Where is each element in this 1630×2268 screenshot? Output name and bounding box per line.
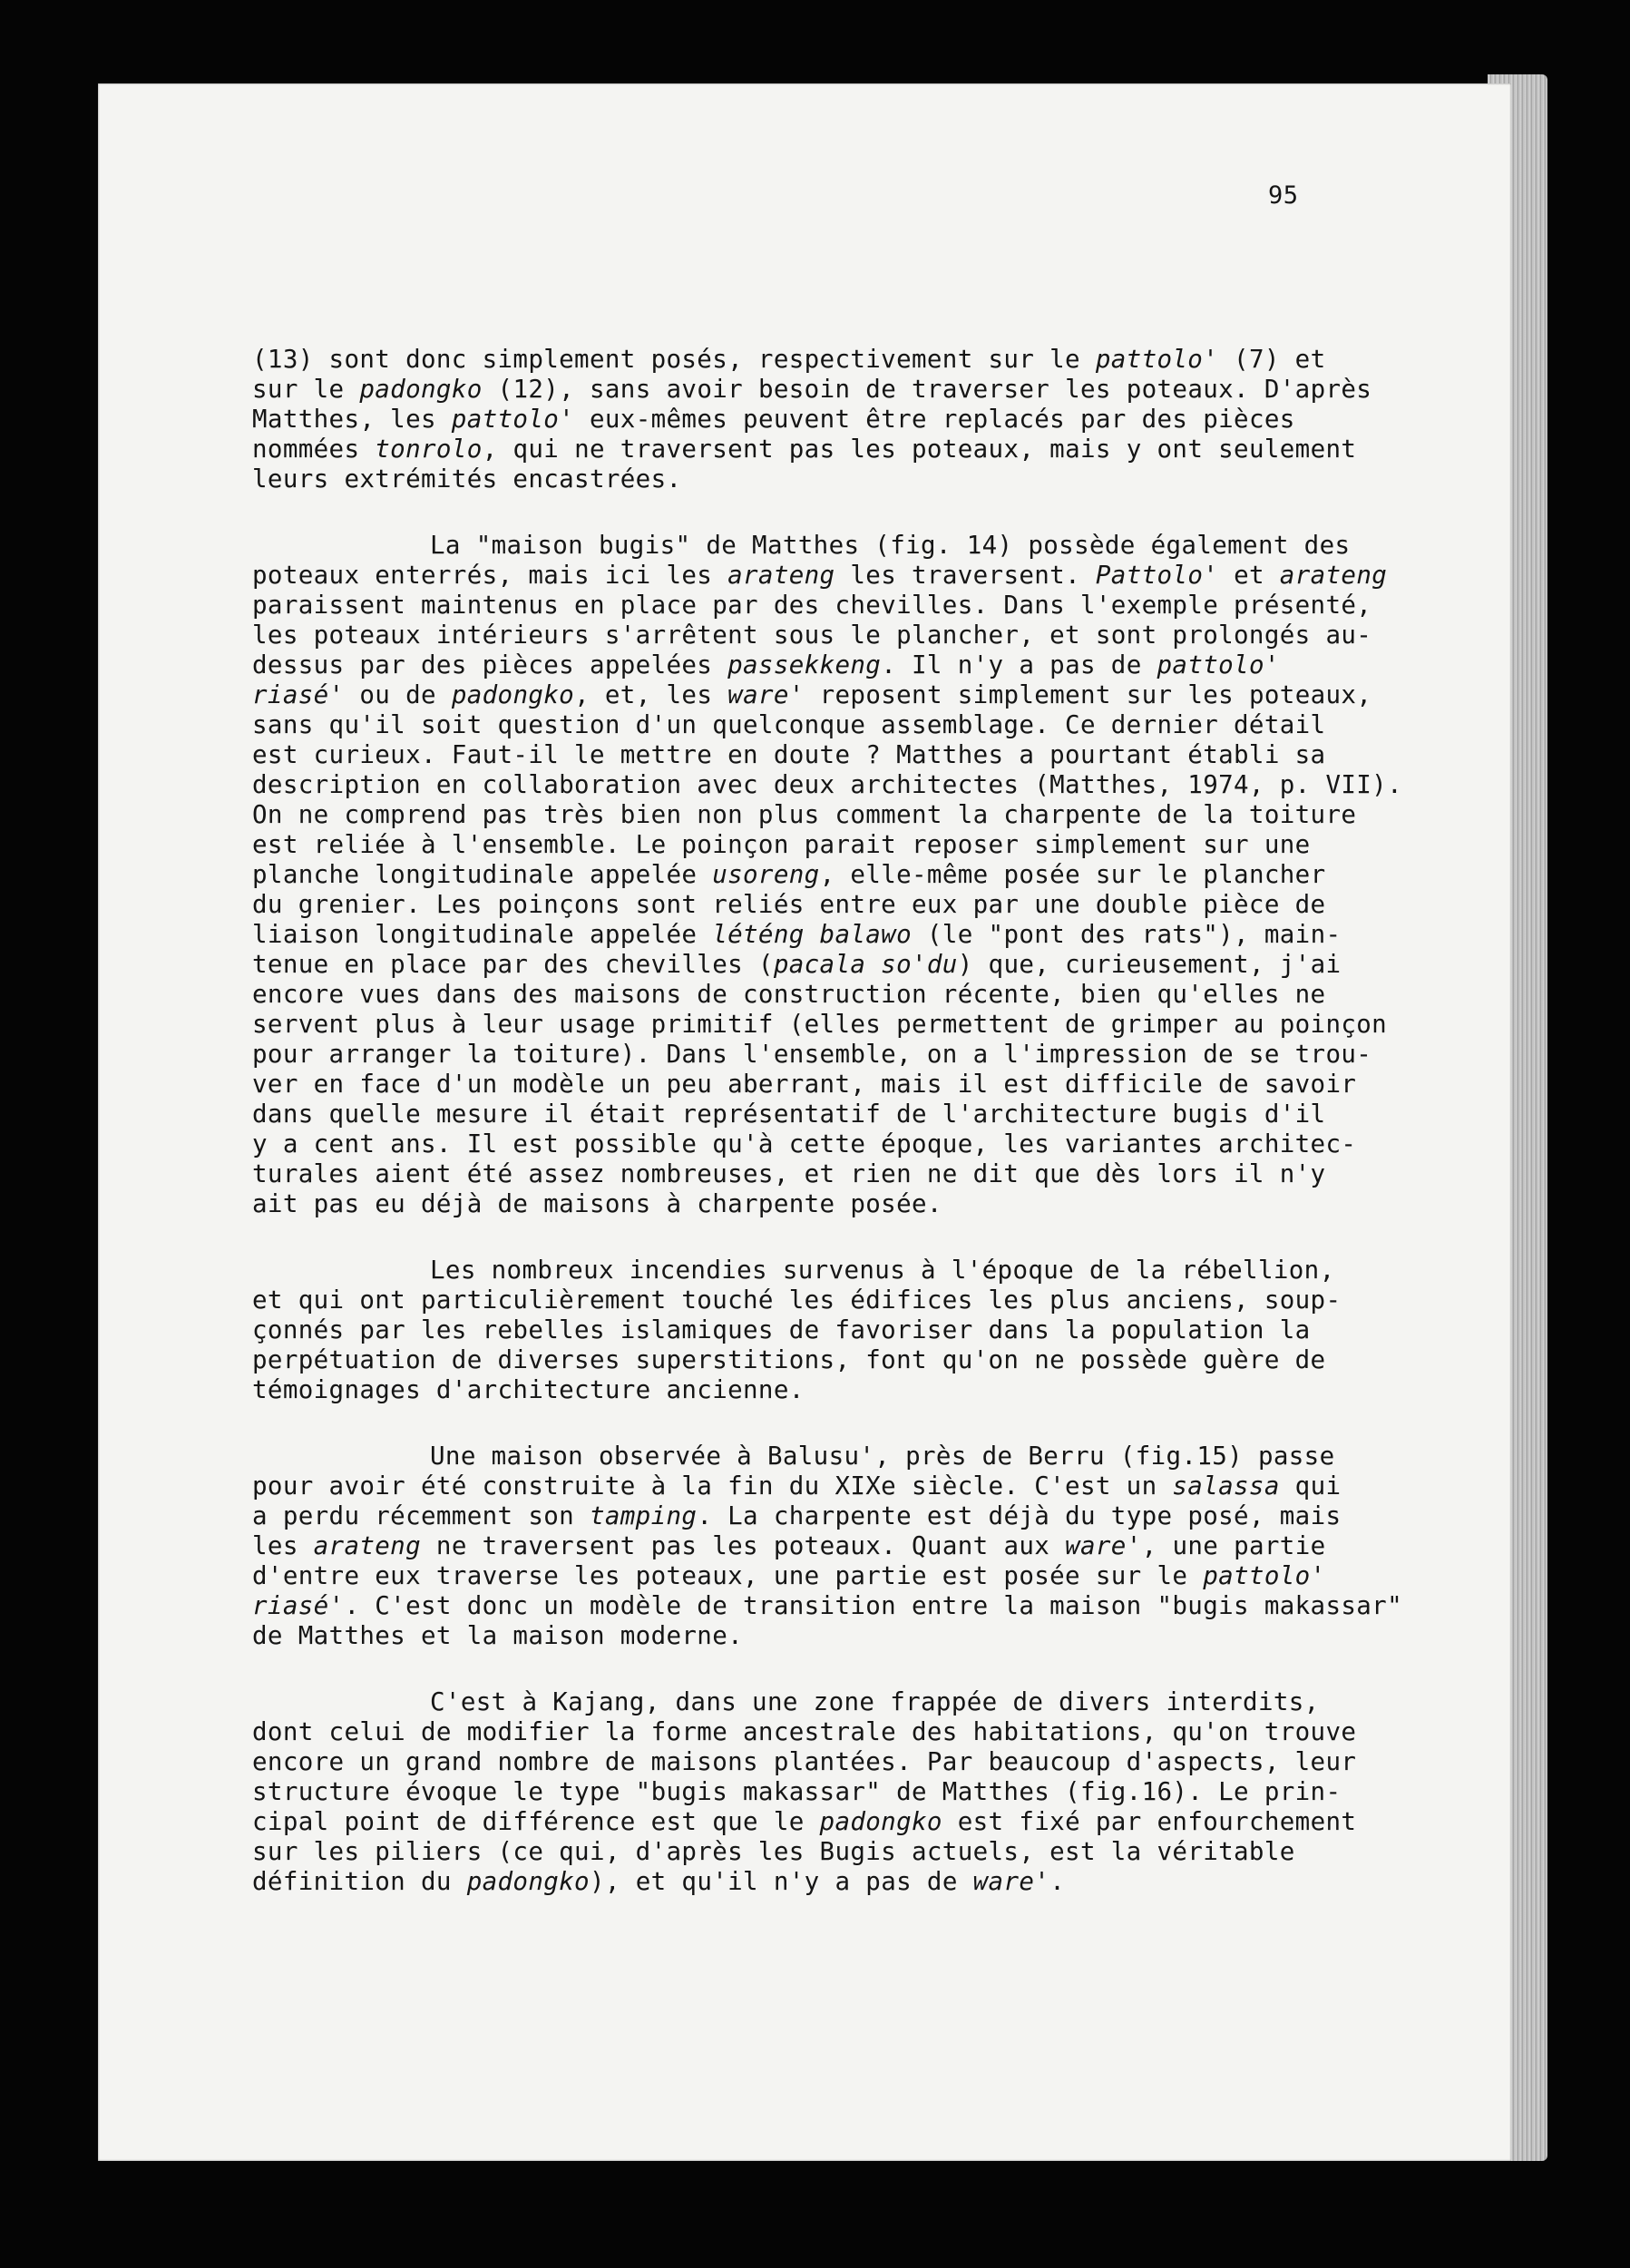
text-run: On ne comprend pas très bien non plus comment la charpente de la toiture xyxy=(252,800,1357,829)
text-run: eux-mêmes peuvent être replacés par des pièces xyxy=(574,405,1295,434)
text-run: ou de xyxy=(344,680,452,709)
text-run: (le "pont des rats"), main- xyxy=(912,920,1342,949)
italic-term: usoreng xyxy=(712,860,820,889)
text-run: La "maison bugis" de Matthes (fig. 14) possède également des xyxy=(430,531,1351,560)
text-run: , elle-même posée sur le plancher xyxy=(819,860,1326,889)
text-line xyxy=(252,1717,1395,1747)
text-run: paraissent maintenus en place par des chevilles. Dans l'exemple présenté, xyxy=(252,591,1372,620)
paragraph xyxy=(252,1256,1395,1405)
text-line xyxy=(252,621,1395,650)
text-run: planche longitudinale appelée xyxy=(252,860,713,889)
italic-term: ware' xyxy=(1065,1531,1142,1560)
text-line xyxy=(252,345,1395,375)
italic-term: Pattolo' xyxy=(1095,561,1219,590)
text-line xyxy=(252,464,1395,494)
text-run: structure évoque le type "bugis makassar" de Matthes (fig.16). Le prin- xyxy=(252,1777,1342,1806)
text-line xyxy=(252,1256,1395,1286)
text-run: dessus par des pièces appelées xyxy=(252,650,728,679)
text-run: . La charpente est déjà du type posé, mais xyxy=(697,1501,1342,1530)
text-line xyxy=(252,740,1395,770)
text-line xyxy=(252,1100,1395,1129)
text-line xyxy=(252,1286,1395,1315)
text-line xyxy=(252,890,1395,920)
text-line xyxy=(252,1621,1395,1651)
italic-term: salassa xyxy=(1172,1471,1280,1501)
italic-term: ware' xyxy=(727,680,805,709)
text-run: Matthes, les xyxy=(252,405,452,434)
text-run: tenue en place par des chevilles ( xyxy=(252,950,774,979)
text-run: C'est à Kajang, dans une zone frappée de divers interdits, xyxy=(430,1687,1320,1716)
italic-term: pattolo' xyxy=(1203,1561,1326,1590)
text-run: pour avoir été construite à la fin du XIXe siècle. C'est un xyxy=(252,1471,1173,1501)
text-line xyxy=(252,860,1395,890)
text-line xyxy=(252,680,1395,710)
text-line xyxy=(252,1345,1395,1375)
paragraph xyxy=(252,1442,1402,1651)
text-line xyxy=(252,980,1395,1010)
text-line xyxy=(252,950,1395,980)
italic-term: pacala so'du xyxy=(773,950,958,979)
paragraph xyxy=(252,345,1395,494)
italic-term: pattolo' xyxy=(1095,345,1219,374)
italic-term: padongko xyxy=(451,680,575,709)
text-line xyxy=(252,1747,1395,1777)
text-line xyxy=(252,830,1395,860)
text-line xyxy=(252,591,1395,621)
text-run: dont celui de modifier la forme ancestrale des habitations, qu'on trouve xyxy=(252,1717,1357,1746)
italic-term: padongko xyxy=(359,375,483,404)
text-run: est reliée à l'ensemble. Le poinçon parait reposer simplement sur une xyxy=(252,830,1311,859)
text-run: poteaux enterrés, mais ici les xyxy=(252,561,728,590)
text-line xyxy=(252,1531,1395,1561)
text-run: sur les piliers (ce qui, d'après les Bugis actuels, est la véritable xyxy=(252,1837,1295,1866)
text-line xyxy=(252,1129,1395,1159)
text-run: et xyxy=(1218,561,1280,590)
text-run: sans qu'il soit question d'un quelconque assemblage. Ce dernier détail xyxy=(252,710,1326,739)
text-run: pour arranger la toiture). Dans l'ensemble, on a l'impression de se trou- xyxy=(252,1040,1372,1069)
text-line xyxy=(252,1837,1395,1867)
text-run: description en collaboration avec deux architectes (Matthes, 1974, p. VII). xyxy=(252,770,1402,799)
text-run: ne traversent pas les poteaux. Quant aux xyxy=(421,1531,1066,1560)
text-line xyxy=(252,1375,1395,1405)
text-run: les poteaux intérieurs s'arrêtent sous le plancher, et sont prolongés au- xyxy=(252,621,1372,650)
text-line xyxy=(252,800,1395,830)
text-run: liaison longitudinale appelée xyxy=(252,920,713,949)
body-text xyxy=(252,345,1402,1933)
text-run: est curieux. Faut-il le mettre en doute ? Matthes a pourtant établi sa xyxy=(252,740,1326,769)
text-run: çonnés par les rebelles islamiques de favoriser dans la population la xyxy=(252,1315,1311,1344)
text-run: y a cent ans. Il est possible qu'à cette époque, les variantes architec- xyxy=(252,1129,1357,1158)
text-run: d'entre eux traverse les poteaux, une partie est posée sur le xyxy=(252,1561,1204,1590)
text-run: a perdu récemment son xyxy=(252,1501,590,1530)
italic-term: padongko xyxy=(466,1867,590,1896)
text-line xyxy=(252,650,1395,680)
text-run: (12), sans avoir besoin de traverser les poteaux. D'après xyxy=(482,375,1372,404)
italic-term: arateng xyxy=(313,1531,421,1560)
italic-term: léténg balawo xyxy=(712,920,912,949)
text-line xyxy=(252,770,1402,800)
text-line xyxy=(252,1070,1395,1100)
text-run: et qui ont particulièrement touché les édifices les plus anciens, soup- xyxy=(252,1286,1342,1315)
text-line xyxy=(252,1471,1395,1501)
text-line xyxy=(252,1159,1395,1189)
text-line xyxy=(252,710,1395,740)
text-line xyxy=(252,561,1395,591)
italic-term: riasé' xyxy=(252,680,345,709)
text-line xyxy=(252,375,1395,405)
italic-term: arateng xyxy=(727,561,835,590)
text-line xyxy=(252,1040,1395,1070)
text-run: les traversent. xyxy=(835,561,1096,590)
text-run: . C'est donc un modèle de transition entre la maison "bugis makassar" xyxy=(344,1591,1402,1620)
text-line xyxy=(252,531,1395,561)
text-run: (7) et xyxy=(1218,345,1326,374)
italic-term: passekkeng xyxy=(727,650,882,679)
text-run: Une maison observée à Balusu', près de Berru (fig.15) passe xyxy=(430,1442,1335,1471)
text-run: qui xyxy=(1279,1471,1342,1501)
text-run: encore un grand nombre de maisons plantées. Par beaucoup d'aspects, leur xyxy=(252,1747,1357,1776)
italic-term: ware' xyxy=(972,1867,1050,1896)
text-run: les xyxy=(252,1531,314,1560)
text-run: ) que, curieusement, j'ai xyxy=(957,950,1342,979)
italic-term: padongko xyxy=(819,1807,942,1836)
text-line xyxy=(252,1867,1395,1897)
text-line xyxy=(252,1591,1402,1621)
text-line xyxy=(252,1687,1395,1717)
text-line xyxy=(252,1501,1395,1531)
text-line xyxy=(252,1189,1395,1219)
text-line xyxy=(252,920,1395,950)
text-run: du grenier. Les poinçons sont reliés entre eux par une double pièce de xyxy=(252,890,1326,919)
text-run: ), et qu'il n'y a pas de xyxy=(589,1867,973,1896)
text-line xyxy=(252,1442,1395,1471)
italic-term: tonrolo xyxy=(375,435,483,464)
italic-term: pattolo' xyxy=(1157,650,1280,679)
text-run: , qui ne traversent pas les poteaux, mais y ont seulement xyxy=(482,435,1357,464)
text-line xyxy=(252,405,1395,435)
text-line xyxy=(252,1561,1395,1591)
text-run: leurs extrémités encastrées. xyxy=(252,464,682,494)
text-run: , et, les xyxy=(574,680,728,709)
text-run: turales aient été assez nombreuses, et rien ne dit que dès lors il n'y xyxy=(252,1159,1326,1188)
text-run: ver en face d'un modèle un peu aberrant, mais il est difficile de savoir xyxy=(252,1070,1357,1099)
paragraph xyxy=(252,531,1402,1219)
paragraph xyxy=(252,1687,1395,1897)
text-line xyxy=(252,1010,1395,1040)
text-run: cipal point de différence est que le xyxy=(252,1807,820,1836)
text-run: définition du xyxy=(252,1867,467,1896)
text-line xyxy=(252,1777,1395,1807)
page-number: 95 xyxy=(1268,181,1299,210)
text-line xyxy=(252,1315,1395,1345)
text-run: . xyxy=(1049,1867,1066,1896)
text-run: servent plus à leur usage primitif (elles permettent de grimper au poinçon xyxy=(252,1010,1388,1039)
text-run: Les nombreux incendies survenus à l'époque de la rébellion, xyxy=(430,1256,1335,1285)
text-line xyxy=(252,1807,1395,1837)
italic-term: riasé' xyxy=(252,1591,345,1620)
text-line xyxy=(252,435,1395,464)
italic-term: arateng xyxy=(1279,561,1388,590)
text-run: de Matthes et la maison moderne. xyxy=(252,1621,744,1650)
text-run: est fixé par enfourchement xyxy=(942,1807,1357,1836)
italic-term: tamping xyxy=(589,1501,698,1530)
text-run: ait pas eu déjà de maisons à charpente posée. xyxy=(252,1189,942,1218)
text-run: , une partie xyxy=(1141,1531,1326,1560)
text-run: dans quelle mesure il était représentatif de l'architecture bugis d'il xyxy=(252,1100,1326,1129)
text-run: (13) sont donc simplement posés, respectivement sur le xyxy=(252,345,1096,374)
text-run: perpétuation de diverses superstitions, font qu'on ne possède guère de xyxy=(252,1345,1326,1374)
text-run: . Il n'y a pas de xyxy=(881,650,1157,679)
text-run: encore vues dans des maisons de construction récente, bien qu'elles ne xyxy=(252,980,1326,1009)
text-run: nommées xyxy=(252,435,376,464)
text-run: sur le xyxy=(252,375,360,404)
text-run: témoignages d'architecture ancienne. xyxy=(252,1375,805,1404)
text-run: reposent simplement sur les poteaux, xyxy=(804,680,1372,709)
italic-term: pattolo' xyxy=(451,405,575,434)
